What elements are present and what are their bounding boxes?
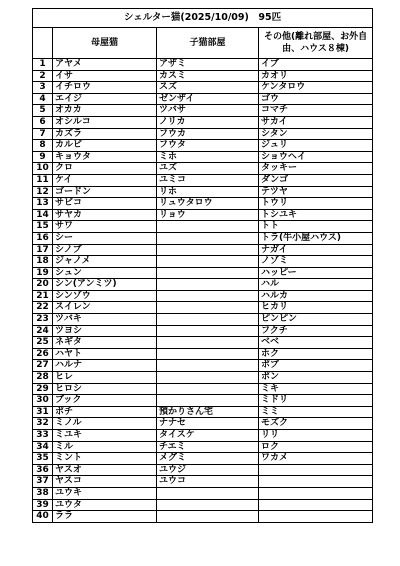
row-number: 38 bbox=[33, 487, 53, 499]
row-number: 23 bbox=[33, 314, 53, 326]
mother-room-cat: サビコ bbox=[53, 198, 157, 210]
table-row bbox=[33, 70, 373, 82]
table-row bbox=[33, 198, 373, 210]
other-cat: カオリ bbox=[259, 70, 373, 82]
other-cat: ヒカリ bbox=[259, 302, 373, 314]
table-row bbox=[33, 186, 373, 198]
kitten-room-cat: カスミ bbox=[157, 70, 259, 82]
kitten-room-cat: リュウタロウ bbox=[157, 198, 259, 210]
row-number: 33 bbox=[33, 430, 53, 442]
row-number: 22 bbox=[33, 302, 53, 314]
row-number: 8 bbox=[33, 140, 53, 152]
row-number: 7 bbox=[33, 128, 53, 140]
table-row bbox=[33, 418, 373, 430]
kitten-room-cat bbox=[157, 487, 259, 499]
table-row bbox=[33, 140, 373, 152]
kitten-room-cat: スズ bbox=[157, 82, 259, 94]
other-cat: ロク bbox=[259, 441, 373, 453]
kitten-room-cat: ユズ bbox=[157, 163, 259, 175]
row-number: 9 bbox=[33, 151, 53, 163]
table-row bbox=[33, 221, 373, 233]
row-number: 4 bbox=[33, 93, 53, 105]
row-number: 37 bbox=[33, 476, 53, 488]
other-cat: イブ bbox=[259, 59, 373, 71]
row-number: 25 bbox=[33, 337, 53, 349]
other-cat bbox=[259, 487, 373, 499]
table-row bbox=[33, 395, 373, 407]
mother-room-cat: ゴードン bbox=[53, 186, 157, 198]
table-row bbox=[33, 174, 373, 186]
row-number: 6 bbox=[33, 116, 53, 128]
table-row bbox=[33, 476, 373, 488]
other-cat: ベベ bbox=[259, 337, 373, 349]
kitten-room-cat: ノリカ bbox=[157, 116, 259, 128]
table-row bbox=[33, 348, 373, 360]
header-row bbox=[33, 28, 373, 59]
table-row bbox=[33, 441, 373, 453]
mother-room-cat: ミント bbox=[53, 453, 157, 465]
other-cat: ミキ bbox=[259, 383, 373, 395]
other-cat bbox=[259, 476, 373, 488]
mother-room-cat: オカカ bbox=[53, 105, 157, 117]
row-number: 13 bbox=[33, 198, 53, 210]
mother-room-cat: シー bbox=[53, 232, 157, 244]
mother-room-cat: キョウタ bbox=[53, 151, 157, 163]
other-cat bbox=[259, 464, 373, 476]
row-number: 24 bbox=[33, 325, 53, 337]
kitten-room-cat bbox=[157, 267, 259, 279]
kitten-room-cat: ユミコ bbox=[157, 174, 259, 186]
table-row bbox=[33, 244, 373, 256]
mother-room-cat: ツヨシ bbox=[53, 325, 157, 337]
other-cat: ジュリ bbox=[259, 140, 373, 152]
mother-room-cat: ジャノメ bbox=[53, 256, 157, 268]
kitten-room-cat bbox=[157, 372, 259, 384]
row-number: 10 bbox=[33, 163, 53, 175]
row-number: 5 bbox=[33, 105, 53, 117]
table-row bbox=[33, 406, 373, 418]
header-number bbox=[33, 28, 53, 59]
mother-room-cat: スイレン bbox=[53, 302, 157, 314]
mother-room-cat: ハヤト bbox=[53, 348, 157, 360]
mother-room-cat: ヤスコ bbox=[53, 476, 157, 488]
kitten-room-cat: リョウ bbox=[157, 209, 259, 221]
table-row bbox=[33, 337, 373, 349]
row-number: 2 bbox=[33, 70, 53, 82]
cat-list-sheet bbox=[32, 8, 372, 523]
row-number: 15 bbox=[33, 221, 53, 233]
other-cat bbox=[259, 499, 373, 511]
other-cat: ポン bbox=[259, 372, 373, 384]
row-number: 1 bbox=[33, 59, 53, 71]
other-cat bbox=[259, 511, 373, 523]
row-number: 12 bbox=[33, 186, 53, 198]
row-number: 14 bbox=[33, 209, 53, 221]
kitten-room-cat bbox=[157, 325, 259, 337]
other-cat: コマチ bbox=[259, 105, 373, 117]
kitten-room-cat bbox=[157, 360, 259, 372]
row-number: 16 bbox=[33, 232, 53, 244]
kitten-room-cat bbox=[157, 383, 259, 395]
kitten-room-cat bbox=[157, 232, 259, 244]
row-number: 36 bbox=[33, 464, 53, 476]
table-row bbox=[33, 499, 373, 511]
table-row bbox=[33, 453, 373, 465]
mother-room-cat: ヒレ bbox=[53, 372, 157, 384]
table-row bbox=[33, 383, 373, 395]
other-cat: ミドリ bbox=[259, 395, 373, 407]
other-cat: トシユキ bbox=[259, 209, 373, 221]
mother-room-cat: オシルコ bbox=[53, 116, 157, 128]
table-row bbox=[33, 256, 373, 268]
row-number: 3 bbox=[33, 82, 53, 94]
row-number: 31 bbox=[33, 406, 53, 418]
mother-room-cat: シン(アンミツ) bbox=[53, 279, 157, 291]
kitten-room-cat: ナナセ bbox=[157, 418, 259, 430]
kitten-room-cat: タイスケ bbox=[157, 430, 259, 442]
table-row bbox=[33, 232, 373, 244]
mother-room-cat: イチロウ bbox=[53, 82, 157, 94]
mother-room-cat: ネギタ bbox=[53, 337, 157, 349]
mother-room-cat: ヒロシ bbox=[53, 383, 157, 395]
table-row bbox=[33, 314, 373, 326]
kitten-room-cat bbox=[157, 221, 259, 233]
row-number: 29 bbox=[33, 383, 53, 395]
mother-room-cat: サワ bbox=[53, 221, 157, 233]
row-number: 19 bbox=[33, 267, 53, 279]
kitten-room-cat bbox=[157, 395, 259, 407]
mother-room-cat: ケイ bbox=[53, 174, 157, 186]
sheet-title: シェルター猫(2025/10/09) 95匹 bbox=[33, 9, 373, 28]
kitten-room-cat: チエミ bbox=[157, 441, 259, 453]
title-row bbox=[33, 9, 373, 28]
mother-room-cat: ミル bbox=[53, 441, 157, 453]
other-cat: トウリ bbox=[259, 198, 373, 210]
row-number: 35 bbox=[33, 453, 53, 465]
kitten-room-cat: ユウコ bbox=[157, 476, 259, 488]
kitten-room-cat bbox=[157, 314, 259, 326]
table-row bbox=[33, 290, 373, 302]
other-cat: ワカメ bbox=[259, 453, 373, 465]
header-other: その他(離れ部屋、お外自由、ハウス８棟) bbox=[259, 28, 373, 59]
kitten-room-cat: 預かりさん宅 bbox=[157, 406, 259, 418]
table-row bbox=[33, 82, 373, 94]
other-cat: モズク bbox=[259, 418, 373, 430]
kitten-room-cat: メグミ bbox=[157, 453, 259, 465]
mother-room-cat: ハルナ bbox=[53, 360, 157, 372]
row-number: 40 bbox=[33, 511, 53, 523]
table-row bbox=[33, 279, 373, 291]
header-kitten-room: 子猫部屋 bbox=[157, 28, 259, 59]
other-cat: フクチ bbox=[259, 325, 373, 337]
table-row bbox=[33, 325, 373, 337]
table-row bbox=[33, 430, 373, 442]
other-cat: リリ bbox=[259, 430, 373, 442]
kitten-room-cat: フウタ bbox=[157, 140, 259, 152]
table-row bbox=[33, 267, 373, 279]
row-number: 30 bbox=[33, 395, 53, 407]
mother-room-cat: ヤスオ bbox=[53, 464, 157, 476]
other-cat: ノゾミ bbox=[259, 256, 373, 268]
kitten-room-cat bbox=[157, 511, 259, 523]
other-cat: ナガイ bbox=[259, 244, 373, 256]
mother-room-cat: カズラ bbox=[53, 128, 157, 140]
mother-room-cat: アヤメ bbox=[53, 59, 157, 71]
other-cat: ポプ bbox=[259, 360, 373, 372]
mother-room-cat: クロ bbox=[53, 163, 157, 175]
kitten-room-cat bbox=[157, 290, 259, 302]
kitten-room-cat bbox=[157, 256, 259, 268]
row-number: 34 bbox=[33, 441, 53, 453]
other-cat: サカイ bbox=[259, 116, 373, 128]
kitten-room-cat: ユウジ bbox=[157, 464, 259, 476]
mother-room-cat: シンゾウ bbox=[53, 290, 157, 302]
row-number: 27 bbox=[33, 360, 53, 372]
table-row bbox=[33, 464, 373, 476]
kitten-room-cat bbox=[157, 348, 259, 360]
other-cat: タッキー bbox=[259, 163, 373, 175]
table-row bbox=[33, 105, 373, 117]
other-cat: ケンタロウ bbox=[259, 82, 373, 94]
mother-room-cat: ポチ bbox=[53, 406, 157, 418]
other-cat: ミミ bbox=[259, 406, 373, 418]
kitten-room-cat bbox=[157, 244, 259, 256]
other-cat: ハル bbox=[259, 279, 373, 291]
table-row bbox=[33, 151, 373, 163]
other-cat: ホク bbox=[259, 348, 373, 360]
kitten-room-cat bbox=[157, 499, 259, 511]
table-row bbox=[33, 163, 373, 175]
kitten-room-cat: フウカ bbox=[157, 128, 259, 140]
other-cat: トラ(牛小屋ハウス) bbox=[259, 232, 373, 244]
table-row bbox=[33, 360, 373, 372]
mother-room-cat: シュン bbox=[53, 267, 157, 279]
mother-room-cat: エイジ bbox=[53, 93, 157, 105]
mother-room-cat: ユウキ bbox=[53, 487, 157, 499]
kitten-room-cat: ゼンザイ bbox=[157, 93, 259, 105]
row-number: 17 bbox=[33, 244, 53, 256]
kitten-room-cat: ツバサ bbox=[157, 105, 259, 117]
mother-room-cat: シノブ bbox=[53, 244, 157, 256]
mother-room-cat: ミノル bbox=[53, 418, 157, 430]
mother-room-cat: ユウタ bbox=[53, 499, 157, 511]
mother-room-cat: ララ bbox=[53, 511, 157, 523]
row-number: 26 bbox=[33, 348, 53, 360]
table-row bbox=[33, 511, 373, 523]
row-number: 28 bbox=[33, 372, 53, 384]
row-number: 32 bbox=[33, 418, 53, 430]
kitten-room-cat: リホ bbox=[157, 186, 259, 198]
kitten-room-cat bbox=[157, 279, 259, 291]
other-cat: ハッピー bbox=[259, 267, 373, 279]
other-cat: ショウヘイ bbox=[259, 151, 373, 163]
row-number: 21 bbox=[33, 290, 53, 302]
other-cat: ハルカ bbox=[259, 290, 373, 302]
table-row bbox=[33, 209, 373, 221]
table-row bbox=[33, 128, 373, 140]
other-cat: シタン bbox=[259, 128, 373, 140]
other-cat: ゴウ bbox=[259, 93, 373, 105]
other-cat: ピンピン bbox=[259, 314, 373, 326]
mother-room-cat: ミユキ bbox=[53, 430, 157, 442]
other-cat: ダンゴ bbox=[259, 174, 373, 186]
kitten-room-cat bbox=[157, 337, 259, 349]
mother-room-cat: ツバキ bbox=[53, 314, 157, 326]
cat-table bbox=[32, 8, 373, 523]
table-row bbox=[33, 93, 373, 105]
table-row bbox=[33, 59, 373, 71]
header-mother-room: 母屋猫 bbox=[53, 28, 157, 59]
row-number: 11 bbox=[33, 174, 53, 186]
mother-room-cat: カルビ bbox=[53, 140, 157, 152]
table-row bbox=[33, 116, 373, 128]
kitten-room-cat: ミホ bbox=[157, 151, 259, 163]
other-cat: テツヤ bbox=[259, 186, 373, 198]
kitten-room-cat bbox=[157, 302, 259, 314]
other-cat: トト bbox=[259, 221, 373, 233]
row-number: 18 bbox=[33, 256, 53, 268]
mother-room-cat: サヤカ bbox=[53, 209, 157, 221]
mother-room-cat: ブック bbox=[53, 395, 157, 407]
mother-room-cat: イサ bbox=[53, 70, 157, 82]
kitten-room-cat: アザミ bbox=[157, 59, 259, 71]
row-number: 20 bbox=[33, 279, 53, 291]
table-row bbox=[33, 487, 373, 499]
table-row bbox=[33, 302, 373, 314]
table-row bbox=[33, 372, 373, 384]
row-number: 39 bbox=[33, 499, 53, 511]
